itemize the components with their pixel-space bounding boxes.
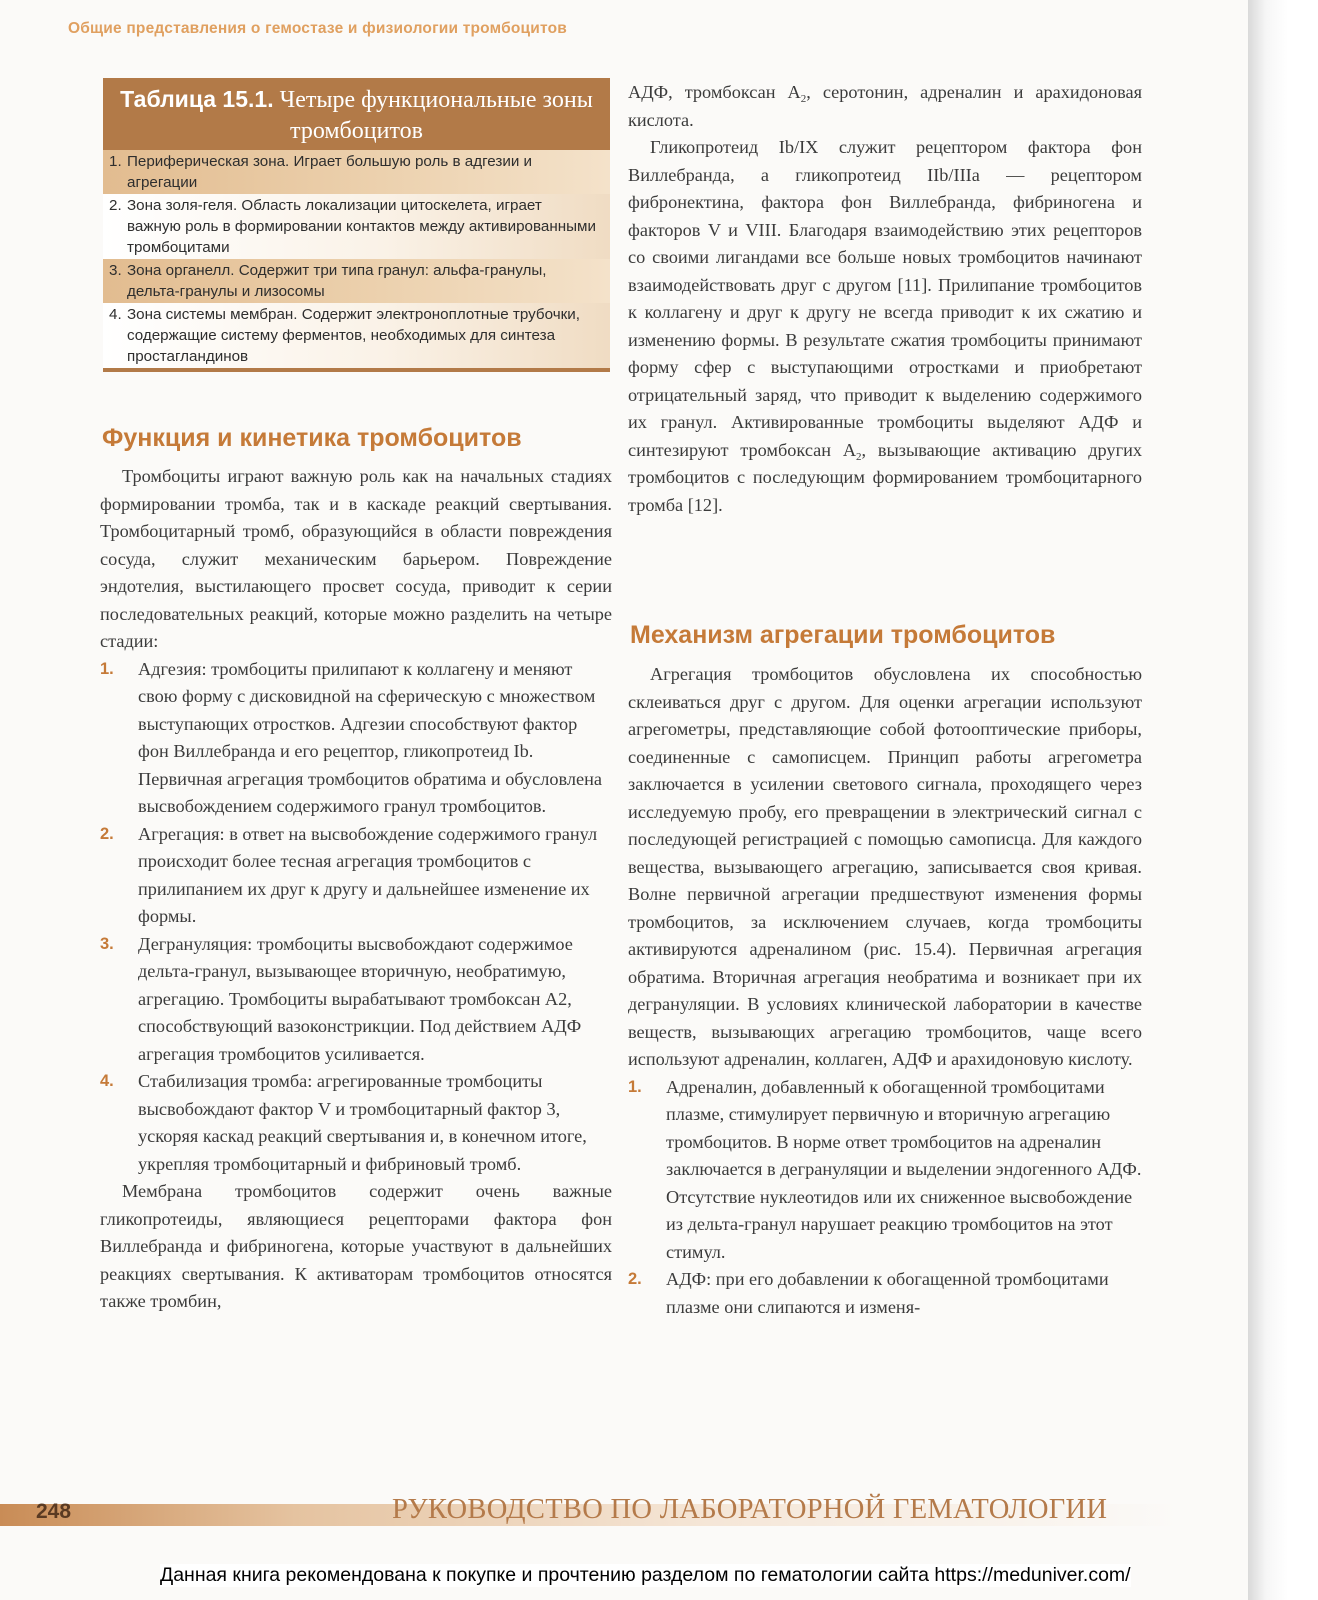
table-title: Четыре функциональные зоны тромбоцитов — [279, 87, 593, 144]
right-column-text-bottom — [628, 661, 1142, 1321]
list-item — [628, 1074, 1142, 1267]
list-item-text: Стабилизация тромба: агрегированные тромбоциты высвобождают фактор V и тромбоцитарный фактор 3, ускоряя каскад реакций свертывания и, в конечном итоге, укрепляя тромбоцитарный и фибриновый тромб. — [138, 1071, 587, 1174]
paragraph-glycoprotein — [628, 134, 1142, 519]
paragraph-intro: Тромбоциты играют важную роль как на начальных стадиях формировании тромба, так и в каскаде реакций свертывания. Тромбоцитарный тромб, образующийся в области повреждения сосуда, служит механическим барьером. Повреждение эндотелия, выстилающего просвет сосуда, приводит к серии последовательных реакций, которые можно разделить на четыре стадии: — [100, 466, 612, 651]
site-notice: Данная книга рекомендована к покупке и прочтению разделом по гематологии сайта https://meduniver.com/ — [160, 1564, 1131, 1586]
paragraph-aggregation: Агрегация тромбоцитов обусловлена их способностью склеиваться друг с другом. Для оценки агрегации используют агрегометры, представляющие собой фотооптические приборы, соединенные с самописцем. Принцип работы агрегометра заключается в усилении светового сигнала, проходящего через исследуемую пробу, его превращении в электрический сигнал с последующей регистрацией с помощью самописца. Для каждого вещества, вызывающего агрегацию, записывается своя кривая. Волне первичной агрегации предшествуют изменения формы тромбоцитов, за исключением случаев, когда тромбоциты активируются адреналином (рис. 15.4). Первичная агрегация обратима. Вторичная агрегация необратима и возникает при их дегрануляции. В условиях клинической лаборатории в качестве веществ, вызывающих агрегацию тромбоцитов, чаще всего используют адреналин, коллаген, АДФ и арахидоновую кислоту. — [628, 664, 1142, 1069]
right-column-text-top — [628, 79, 1142, 519]
list-number: 1. — [628, 1077, 642, 1096]
section-heading-function: Функция и кинетика тромбоцитов — [102, 424, 522, 452]
page-edge — [1248, 0, 1318, 1600]
table-bottom-rule — [103, 368, 610, 372]
list-number: 4. — [100, 1072, 114, 1090]
list-number: 1. — [100, 659, 114, 678]
subscript: 2 — [800, 93, 807, 105]
table-label: Таблица 15.1. — [120, 86, 274, 112]
list-item-text: Адгезия: тромбоциты прилипают к коллагену и меняют свою форму с дисковидной на сферическую с множеством выступающих отростков. Адгезии способствуют фактор фон Виллебранда и его рецептор, гликопротеид Ib. Первичная агрегация тромбоцитов обратима и обусловлена высвобождением содержимого гранул тромбоцитов. — [138, 658, 603, 816]
table-header — [103, 78, 610, 150]
text-span: , серотонин, адреналин и арахидоновая кислота. — [628, 82, 1142, 130]
table-row — [103, 150, 610, 194]
text-span: , вызывающие активацию других тромбоцитов с последующим формированием тромбоцитарного тромба [12]. — [628, 439, 1142, 515]
list-item-text: Дегрануляция: тромбоциты высвобождают содержимое дельта-гранул, вызывающее вторичную, необратимую, агрегацию. Тромбоциты вырабатывают тромбоксан А2, способствующий вазоконстрикции. Под действием АДФ агрегация тромбоцитов усиливается. — [138, 933, 582, 1064]
book-title: РУКОВОДСТВО ПО ЛАБОРАТОРНОЙ ГЕМАТОЛОГИИ — [392, 1494, 1108, 1525]
table-row — [103, 303, 610, 368]
list-item — [100, 931, 612, 1069]
table-row-text: Периферическая зона. Играет большую роль в адгезии и агрегации — [127, 153, 533, 191]
table-row-text: Зона органелл. Содержит три типа гранул: альфа-гранулы, дельта-гранулы и лизосомы — [127, 262, 547, 300]
paragraph-membrane: Мембрана тромбоцитов содержит очень важные гликопротеиды, являющиеся рецепторами фактора фон Виллебранда и фибриногена, которые участвуют в дальнейших реакциях свертывания. К активаторам тромбоцитов относятся также тромбин, — [100, 1181, 612, 1311]
section-heading-aggregation: Механизм агрегации тромбоцитов — [630, 621, 1056, 649]
list-number: 2. — [628, 1270, 642, 1288]
stages-list — [100, 656, 612, 1179]
text-span: АДФ, тромбоксан А — [628, 82, 801, 102]
subscript: 2 — [856, 450, 862, 463]
table-row-number: 3. — [109, 262, 122, 279]
table-row-number: 1. — [109, 153, 122, 170]
table-row-text: Зона системы мембран. Содержит электроноплотные трубочки, содержащие систему ферментов, необходимых для синтеза простагландинов — [127, 306, 580, 365]
running-head: Общие представления о гемостазе и физиологии тромбоцитов — [68, 20, 567, 37]
table-row-number: 4. — [109, 306, 122, 323]
list-item — [100, 656, 612, 821]
list-item — [100, 1068, 612, 1178]
table-15-1 — [103, 78, 610, 372]
page-number: 248 — [36, 1500, 72, 1523]
list-number: 3. — [100, 934, 114, 953]
table-row-text: Зона золя-геля. Область локализации цитоскелета, играет важную роль в формировании контактов между активированными тромбоцитами — [127, 197, 596, 256]
agonists-list — [628, 1074, 1142, 1322]
paragraph-continued — [628, 79, 1142, 134]
table-row — [103, 194, 610, 259]
table-row — [103, 259, 610, 303]
list-item-text: Агрегация: в ответ на высвобождение содержимого гранул происходит более тесная агрегация тромбоцитов с прилипанием их друг к другу и дальнейшее изменение их формы. — [138, 823, 598, 926]
table-row-number: 2. — [109, 197, 122, 214]
left-column-text — [100, 463, 612, 1316]
list-item-text: АДФ: при его добавлении к обогащенной тромбоцитами плазме они слипаются и изменя- — [666, 1269, 1109, 1317]
list-number: 2. — [100, 824, 114, 843]
list-item-text: Адреналин, добавленный к обогащенной тромбоцитами плазме, стимулирует первичную и вторичную агрегацию тромбоцитов. В норме ответ тромбоцитов на адреналин заключается в дегрануляции и выделении эндогенного АДФ. Отсутствие нуклеотидов или их сниженное высвобождение из дельта-гранул нарушает реакцию тромбоцитов на этот стимул. — [666, 1076, 1142, 1262]
list-item — [628, 1266, 1142, 1321]
text-span: Гликопротеид Ib/IX служит рецептором фактора фон Виллебранда, а гликопротеид IIb/IIIa — рецептором фибронектина, фактора фон Виллебранда, фибриногена и факторов V и VIII. Благодаря взаимодействию этих рецепторов со своими лигандами все больше новых тромбоцитов начинают взаимодействовать друг с другом [11]. Прилипание тромбоцитов к коллагену и друг к другу не всегда приводит к их сжатию и изменению формы. В результате сжатия тромбоциты принимают форму сфер с выступающими отростками и приобретают отрицательный заряд, что приводит к выделению содержимого их гранул. Активированные тромбоциты выделяют АДФ и синтезируют тромбоксан А — [628, 137, 1142, 460]
list-item — [100, 821, 612, 931]
